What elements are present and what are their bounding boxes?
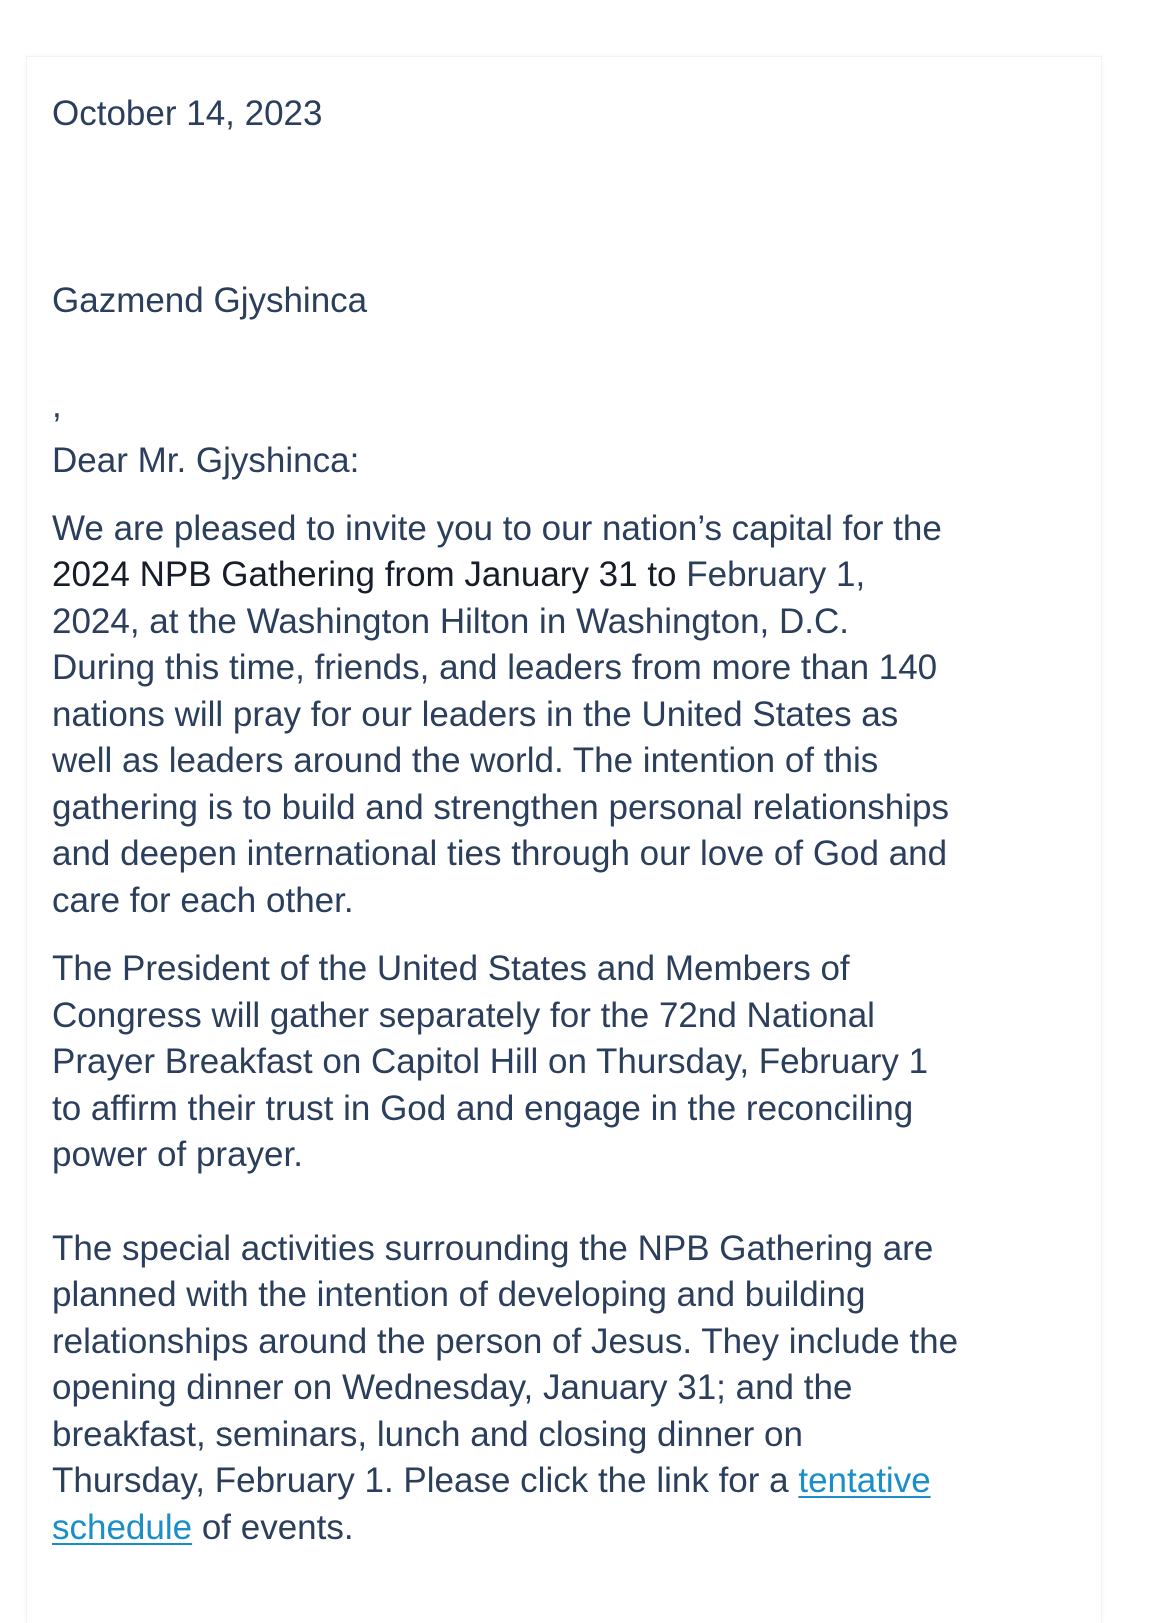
paragraph-line: planned with the intention of developing and building bbox=[52, 1275, 866, 1314]
paragraph-line-segment: of events. bbox=[192, 1508, 354, 1547]
address-punctuation: , bbox=[52, 386, 62, 425]
tentative-schedule-link-continued[interactable]: schedule bbox=[52, 1508, 193, 1547]
recipient-name: Gazmend Gjyshinca bbox=[52, 281, 368, 320]
paragraph-line: nations will pray for our leaders in the United States as bbox=[52, 695, 899, 734]
letter-date: October 14, 2023 bbox=[52, 94, 323, 133]
paragraph-line-segment: Thursday, February 1. Please click the link for a bbox=[52, 1461, 799, 1500]
paragraph-line: power of prayer. bbox=[52, 1135, 303, 1174]
paragraph-line: care for each other. bbox=[52, 881, 354, 920]
paragraph-line: gathering is to build and strengthen personal relationships bbox=[52, 788, 949, 827]
paragraph-line: We are pleased to invite you to our nation’s capital for the bbox=[52, 509, 942, 548]
tentative-schedule-link[interactable]: tentative bbox=[798, 1461, 931, 1500]
paragraph-line: 2024, at the Washington Hilton in Washington, D.C. bbox=[52, 602, 850, 641]
salutation: Dear Mr. Gjyshinca: bbox=[52, 441, 360, 480]
paragraph-line: The special activities surrounding the NPB Gathering are bbox=[52, 1229, 934, 1268]
paragraph-line: well as leaders around the world. The intention of this bbox=[52, 741, 879, 780]
paragraph-line-segment: February 1, bbox=[686, 555, 866, 594]
paragraph-line: to affirm their trust in God and engage in the reconciling bbox=[52, 1089, 914, 1128]
paragraph-line-segment: 2024 NPB Gathering from January 31 to bbox=[52, 555, 687, 594]
paragraph-line: and deepen international ties through our love of God and bbox=[52, 834, 948, 873]
paragraph-line bbox=[52, 1457, 931, 1504]
paragraph-line: Prayer Breakfast on Capitol Hill on Thursday, February 1 bbox=[52, 1042, 929, 1081]
paragraph-line: During this time, friends, and leaders from more than 140 bbox=[52, 648, 938, 687]
paragraph-line: Congress will gather separately for the 72nd National bbox=[52, 996, 875, 1035]
paragraph-line: relationships around the person of Jesus. They include the bbox=[52, 1322, 959, 1361]
paragraph-line: breakfast, seminars, lunch and closing dinner on bbox=[52, 1415, 803, 1454]
paragraph-line bbox=[52, 1504, 354, 1551]
paragraph-line: The President of the United States and Members of bbox=[52, 949, 850, 988]
paragraph-line: opening dinner on Wednesday, January 31; and the bbox=[52, 1368, 853, 1407]
paragraph-line bbox=[52, 551, 865, 598]
